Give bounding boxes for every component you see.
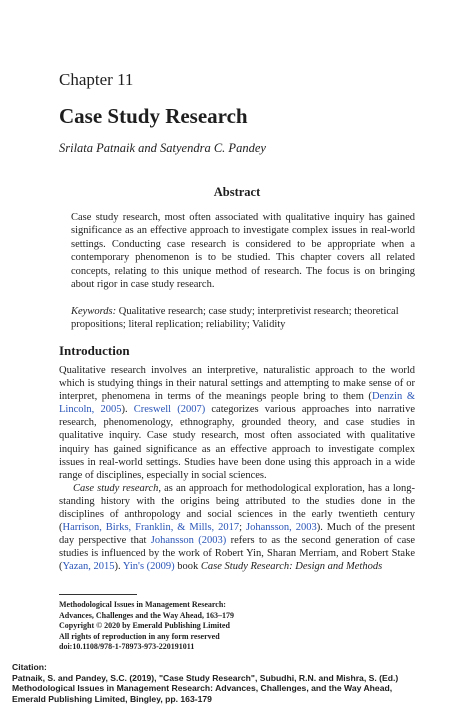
text-run: , as an approach for methodological exploration, has a long-standing history with the origins being attributed to the studies done in the disciplines of anthropology and social sciences in the early twentieth century ( [59,482,415,534]
footnote-line: Advances, Challenges and the Way Ahead, 163–179 [59,610,234,620]
citation-link[interactable]: Johansson (2003) [150,535,227,547]
authors: Srilata Patnaik and Satyendra C. Pandey [59,141,266,155]
emphasis: Case study research [73,482,159,494]
text-run: categorizes various approaches into narrative research, phenomenology, ethnography, grounded theory, and case studies in qualitative inquiry. Case study research, most often associated with qualitative inquiry has gained significance as an effective approach to investigate complex issues in real-world settings. Studies have been done using this approach in a wide range of disciplines, especially in social sciences. [59,404,415,481]
citation-block [12,662,462,704]
text-run: ). [114,561,123,573]
citation-link[interactable]: Yin's (2009) [122,561,175,573]
text-run: Qualitative research involves an interpretive, naturalistic approach to the world which is studying things in their natural settings and attempting to make sense of or interpret, phenomena in terms of the meanings people bring to them ( [59,365,415,403]
keywords-list: Qualitative research; case study; interpretivist research; theoretical propositions; literal replication; reliability; Validity [71,306,399,331]
citation-line: Emerald Publishing Limited, Bingley, pp. 163-179 [12,693,212,704]
abstract-text: Case study research, most often associated with qualitative inquiry has gained significance as an effective approach to investigate complex issues in real-world settings. Conducting case research is considered to be appropriate when a contemporary phenomenon is to be studied. This chapter covers all related concepts, relating to this unique method of research. The focus is on bringing about rigor in case study research. [71,212,415,291]
doi-line [59,642,234,653]
citation-link[interactable]: Yazan, 2015 [62,561,115,573]
copyright-line: Copyright © 2020 by Emerald Publishing Limited [59,621,230,631]
abstract-heading: Abstract [213,185,261,199]
book-title: Case Study Research: Design and Methods [200,561,383,573]
keywords-label: Keywords: [71,306,117,317]
text-run: ; [239,522,246,534]
citation-label: Citation: [12,662,47,672]
text-run: refers to as the second generation of case studies is influenced by the work of Robert Yin, Sharan Merriam, and Robert Stake ( [59,535,415,573]
citation-link[interactable]: Creswell (2007) [133,404,206,416]
chapter-label: Chapter 11 [59,70,134,89]
footnote-line: Methodological Issues in Management Research: [59,600,226,609]
keywords [71,305,415,332]
doi-label: doi: [59,642,73,652]
introduction-heading: Introduction [59,343,130,358]
paragraph [59,364,415,482]
footnote [59,600,234,653]
introduction-body [59,364,415,574]
doi-link[interactable]: 10.1108/978-1-78973-973-220191011 [72,642,195,652]
footnote-line: All rights of reproduction in any form reserved [59,631,220,641]
chapter-title: Case Study Research [59,104,248,128]
footnote-divider [59,594,137,595]
citation-line: Patnaik, S. and Pandey, S.C. (2019), "Case Study Research", Subudhi, R.N. and Mishra, S. (Ed.) [12,672,399,683]
paragraph [59,482,415,574]
citation-link[interactable]: Denzin & Lincoln, 2005 [59,391,415,416]
text-run: ). [121,404,134,416]
citation-link[interactable]: Johansson, 2003 [245,522,317,534]
text-run: book [174,561,201,573]
text-run: ). Much of the present day perspective that [59,522,415,547]
citation-link[interactable]: Harrison, Birks, Franklin, & Mills, 2017 [62,522,240,534]
citation-line: Methodological Issues in Management Research: Advances, Challenges, and the Way Ahead, [12,683,393,694]
